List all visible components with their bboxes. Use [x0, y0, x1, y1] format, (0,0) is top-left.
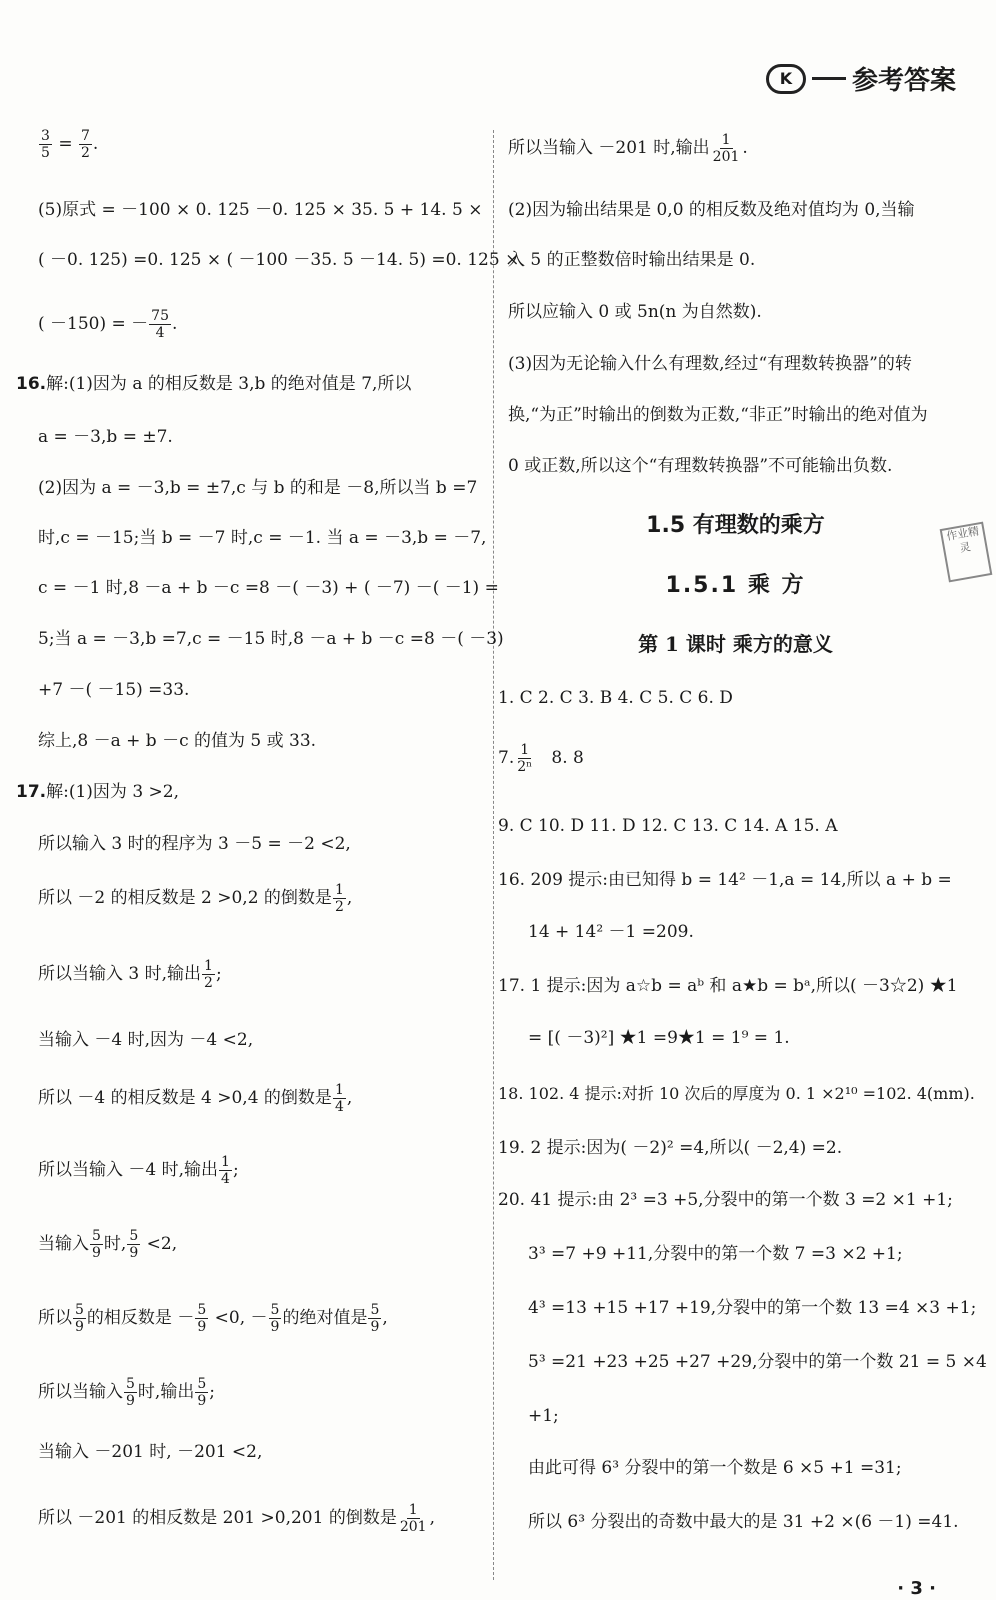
fraction: $\frac{75}{4}$	[151, 308, 169, 341]
text-line: 所以 $\frac{5}{9}$ 的相反数是 － $\frac{5}{9}$ <0, － $\frac{5}{9}$ 的绝对值是 $\frac{5}{9}$ ,	[38, 1302, 388, 1335]
fraction: $\frac{5}{9}$	[270, 1302, 280, 1335]
answer-line: 18. 102. 4 提示:对折 10 次后的厚度为 0. 1 ×2¹⁰ =102. 4(mm).	[498, 1084, 975, 1103]
text-line: +7 －( －15) =33.	[38, 680, 190, 700]
fraction: $\frac{5}{9}$	[92, 1228, 101, 1261]
text-line: 当输入 $\frac{5}{9}$ 时, $\frac{5}{9}$ <2,	[38, 1228, 178, 1261]
header-title: 参考答案	[851, 66, 956, 96]
text-line: 入 5 的正整数倍时输出结果是 0.	[508, 250, 756, 270]
text-line: 所以当输入 3 时,输出 $\frac{1}{2}$ ;	[38, 958, 222, 991]
text-line: 所以应输入 0 或 5n(n 为自然数).	[508, 302, 762, 322]
answer-line: 19. 2 提示:因为( －2)² =4,所以( －2,4) =2.	[498, 1138, 843, 1158]
text-line: 0 或正数,所以这个“有理数转换器”不可能输出负数.	[508, 456, 893, 476]
text-line: (2)因为输出结果是 0,0 的相反数及绝对值均为 0,当输	[508, 200, 915, 220]
fraction: $\frac{1}{2}$	[334, 882, 344, 915]
fraction: $\frac{7}{2}$	[80, 128, 90, 161]
answer-line: 5³ =21 +23 +25 +27 +29,分裂中的第一个数 21 = 5 ×4	[528, 1352, 987, 1372]
answer-line: = [( －3)²] ★1 =9★1 = 1⁹ = 1.	[528, 1028, 790, 1048]
column-divider	[493, 130, 494, 1580]
text-line: 所以 －2 的相反数是 2 >0,2 的倒数是 $\frac{1}{2}$ ,	[38, 882, 353, 915]
fraction: $\frac{5}{9}$	[197, 1376, 207, 1409]
text-line: 当输入 －201 时, －201 <2,	[38, 1442, 263, 1462]
answer-line: 4³ =13 +15 +17 +19,分裂中的第一个数 13 =4 ×3 +1;	[528, 1298, 977, 1318]
answer-line: +1;	[528, 1406, 559, 1426]
text-line: 5;当 a = －3,b =7,c = －15 时,8 －a + b －c =8 －( －3)	[38, 629, 504, 649]
answer-line: 9. C 10. D 11. D 12. C 13. C 14. A 15. A	[498, 816, 838, 836]
fraction: $\frac{5}{9}$	[75, 1302, 84, 1335]
answer-line: 1. C 2. C 3. B 4. C 5. C 6. D	[498, 688, 733, 708]
answer-line: 17. 1 提示:因为 a☆b = aᵇ 和 a★b = bᵃ,所以( －3☆2) ★1	[498, 976, 958, 996]
section-title: 1.5 有理数的乘方	[646, 513, 825, 538]
fraction: $\frac{5}{9}$	[370, 1302, 380, 1335]
text-line: 换,“为正”时输出的倒数为正数,“非正”时输出的绝对值为	[508, 405, 928, 425]
text-line: $\frac{3}{5}$ = $\frac{7}{2}$ .	[41, 128, 99, 161]
question-17: 17.解:(1)因为 3 >2,	[16, 782, 180, 802]
text-line: a = －3,b = ±7.	[38, 427, 173, 447]
text-line: (2)因为 a = －3,b = ±7,c 与 b 的和是 －8,所以当 b =7	[38, 478, 478, 498]
header-dash	[812, 77, 846, 80]
brand-logo-icon: K	[766, 64, 806, 94]
text-line: 时,c = －15;当 b = －7 时,c = －1. 当 a = －3,b = －7,	[38, 528, 487, 548]
fraction: $\frac{5}{9}$	[126, 1376, 135, 1409]
fraction: $\frac{1}{201}$	[399, 1502, 427, 1535]
question-16: 16.解:(1)因为 a 的相反数是 3,b 的绝对值是 7,所以	[16, 374, 412, 394]
answer-line: 由此可得 6³ 分裂中的第一个数是 6 ×5 +1 =31;	[528, 1458, 902, 1478]
text-line: 所以输入 3 时的程序为 3 －5 = －2 <2,	[38, 834, 351, 854]
text-line: (5)原式 = －100 × 0. 125 －0. 125 × 35. 5 + 14. 5 ×	[38, 200, 483, 220]
fraction: $\frac{1}{201}$	[712, 132, 740, 165]
fraction: $\frac{1}{\text{2ⁿ}}$	[517, 742, 533, 775]
fraction: $\frac{1}{4}$	[334, 1082, 344, 1115]
answer-line: 14 + 14² －1 =209.	[528, 922, 694, 942]
fraction: $\frac{1}{2}$	[204, 958, 213, 991]
answer-line: 20. 41 提示:由 2³ =3 +5,分裂中的第一个数 3 =2 ×1 +1;	[498, 1190, 953, 1210]
fraction: $\frac{5}{9}$	[197, 1302, 207, 1335]
answer-line: 所以 6³ 分裂出的奇数中最大的是 31 +2 ×(6 －1) =41.	[528, 1512, 959, 1532]
text-line: 所以当输入 $\frac{5}{9}$ 时,输出 $\frac{5}{9}$ ;	[38, 1376, 215, 1409]
answer-line: 16. 209 提示:由已知得 b = 14² －1,a = 14,所以 a + b =	[498, 870, 952, 890]
text-line: 所以当输入 －4 时,输出 $\frac{1}{4}$ ;	[38, 1154, 239, 1187]
page-number: · 3 ·	[897, 1578, 936, 1599]
text-line: ( －150) = － $\frac{75}{4}$ .	[38, 308, 178, 341]
fraction: $\frac{5}{9}$	[129, 1228, 139, 1261]
fraction: $\frac{1}{4}$	[221, 1154, 230, 1187]
text-line: c = －1 时,8 －a + b －c =8 －( －3) + ( －7) －( －1) =	[38, 578, 499, 598]
text-line: (3)因为无论输入什么有理数,经过“有理数转换器”的转	[508, 354, 912, 374]
answer-line: 7. $\frac{1}{\text{2ⁿ}}$ 8. 8	[498, 742, 584, 775]
answer-line: 3³ =7 +9 +11,分裂中的第一个数 7 =3 ×2 +1;	[528, 1244, 903, 1264]
fraction: $\frac{3}{5}$	[41, 128, 50, 161]
stamp-mark: 作业精灵	[940, 522, 993, 583]
subsection-title: 1.5.1 乘 方	[665, 573, 806, 598]
text-line: 所以 －201 的相反数是 201 >0,201 的倒数是 $\frac{1}{201}$ ,	[38, 1502, 435, 1535]
text-line: ( －0. 125) =0. 125 × ( －100 －35. 5 －14. 5) =0. 125 ×	[38, 250, 520, 270]
text-line: 当输入 －4 时,因为 －4 <2,	[38, 1030, 254, 1050]
text-line: 综上,8 －a + b －c 的值为 5 或 33.	[38, 731, 317, 751]
text-line: 所以 －4 的相反数是 4 >0,4 的倒数是 $\frac{1}{4}$ ,	[38, 1082, 353, 1115]
page-header	[766, 60, 956, 97]
lesson-title: 第 1 课时 乘方的意义	[638, 632, 833, 656]
text-line: 所以当输入 －201 时,输出 $\frac{1}{201}$ .	[508, 132, 748, 165]
